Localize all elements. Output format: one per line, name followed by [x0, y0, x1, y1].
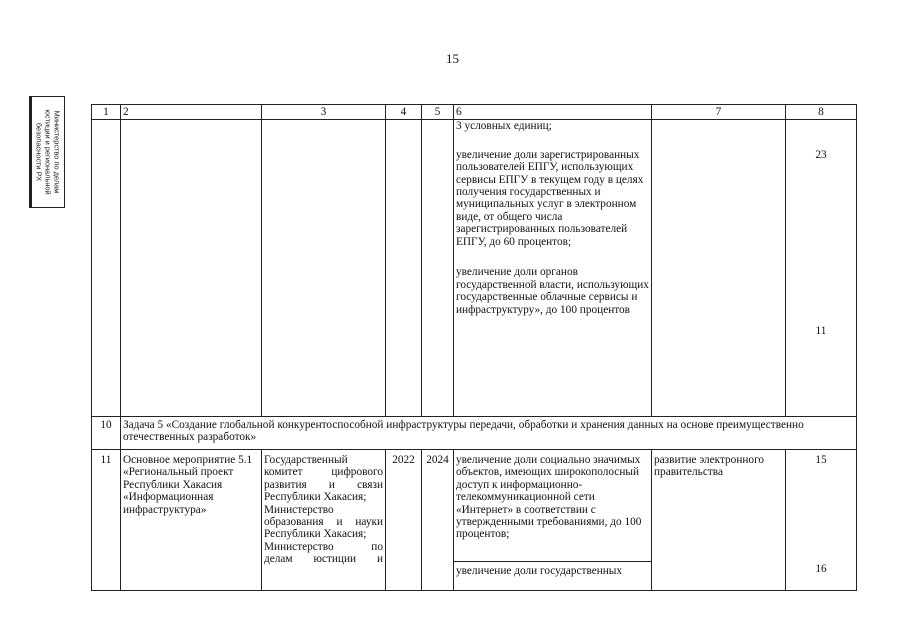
cont-indicators-cell — [454, 120, 652, 417]
header-cell-3: 3 — [262, 105, 386, 120]
header-cell-5: 5 — [422, 105, 454, 120]
stamp-text: Министерство по делам юстиции и региональной безопасности РХ — [34, 109, 62, 195]
cont-cell-3 — [262, 120, 386, 417]
indicator-cloud-value: 11 — [815, 325, 827, 338]
measure-values-cell — [786, 450, 857, 591]
header-cell-4: 4 — [386, 105, 422, 120]
measure-link: развитие электронного правительства — [652, 450, 786, 591]
cont-cell-7 — [652, 120, 786, 417]
measure-end-year: 2024 — [422, 450, 454, 591]
task-title: Задача 5 «Создание глобальной конкурентоспособной инфраструктуры передачи, обработки и хранения данных на основе преимущественно отечественных разработок» — [121, 417, 857, 450]
indicator-epgu-users: увеличение доли зарегистрированных пользователей ЕПГУ, использующих сервисы ЕПГУ в текущем году в целях получения государственных и муниципальных услуг в электронном виде, от общего числа зарегистрированных пользователей ЕПГУ, до 60 процентов; — [456, 148, 644, 248]
cont-cell-5 — [422, 120, 454, 417]
measure-executors: Государственный комитет цифрового развития и связи Республики Хакасия; Министерство образования и науки Республики Хакасия; Министерство по делам юстиции и — [262, 450, 386, 591]
task-row-number: 10 — [92, 417, 121, 450]
indicator-cloud-services: увеличение доли органов государственной власти, использующих государственные облачные сервисы и инфраструктуру», до 100 процентов — [456, 266, 649, 316]
task-row — [92, 417, 857, 450]
indicator-social-objects: увеличение доли социально значимых объектов, имеющих широкополосный доступ к информационно-телекоммуникационной сети «Интернет» в соответствии с утвержденными требованиями, до 100 процентов; — [454, 450, 651, 562]
cont-values-cell — [786, 120, 857, 417]
cont-cell-2 — [121, 120, 262, 417]
header-row — [92, 105, 857, 120]
program-table — [91, 104, 857, 591]
page-number: 15 — [446, 51, 459, 66]
registration-stamp — [29, 96, 65, 208]
cont-cell-4 — [386, 120, 422, 417]
indicator-epgu-value: 23 — [815, 149, 827, 161]
indicator-social-value: 15 — [815, 454, 827, 466]
measure-row-number: 11 — [92, 450, 121, 591]
measure-start-year: 2022 — [386, 450, 422, 591]
measure-row — [92, 450, 857, 591]
measure-indicators-cell — [454, 450, 652, 591]
measure-name: Основное мероприятие 5.1 «Региональный проект Республики Хакасия «Информационная инфраструктура» — [121, 450, 262, 591]
indicator-gov-share: увеличение доли государственных — [456, 565, 623, 577]
header-cell-7: 7 — [652, 105, 786, 120]
header-cell-1: 1 — [92, 105, 121, 120]
cont-cell-1 — [92, 120, 121, 417]
header-cell-8: 8 — [786, 105, 857, 120]
indicator-gov-value: 16 — [815, 563, 827, 576]
cont-text-top: 3 условных единиц; — [456, 120, 552, 132]
header-cell-6: 6 — [454, 105, 652, 120]
continued-row — [92, 120, 857, 417]
header-cell-2: 2 — [121, 105, 262, 120]
